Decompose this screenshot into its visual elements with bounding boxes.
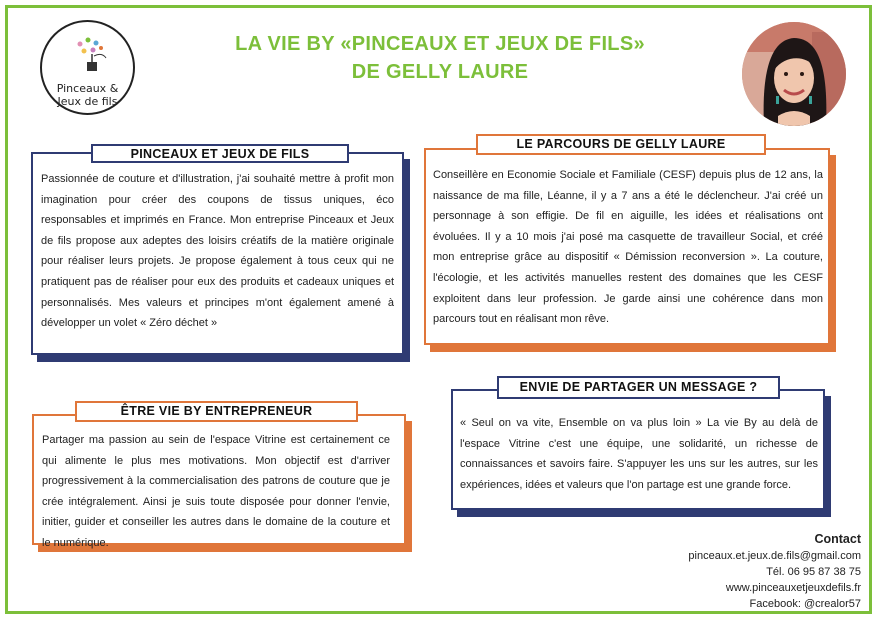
section-parcours-text: Conseillère en Economie Sociale et Familiale (CESF) depuis plus de 12 ans, la naissance de ma fille, Léanne, il y a 7 ans a été le déclencheur. J'ai créé un personnage à son effigie. De fil en aiguille, les idées et réalisations ont évoluées. Il y a 10 mois j'ai posé ma casquette de travailleur Social, et créé mon entreprise grâce au dispositif « Démission reconversion ». La couture, l'écologie, et les activités manuelles restent des domaines que les CESF exploitent dans leur profession. Je garde ainsi une cohérence dans mon parcours tout en réalisant mon rêve. <box>433 169 823 326</box>
logo-spool-icon <box>72 34 112 74</box>
section-pinceaux-label: PINCEAUX ET JEUX DE FILS <box>91 144 349 163</box>
title-line-2: DE GELLY LAURE <box>351 61 529 83</box>
section-message <box>451 389 825 510</box>
contact-website[interactable]: www.pinceauxetjeuxdefils.fr <box>725 582 861 594</box>
contact-facebook[interactable]: Facebook: @crealor57 <box>749 598 861 610</box>
contact-phone: Tél. 06 95 87 38 75 <box>766 566 861 578</box>
section-message-label: ENVIE DE PARTAGER UN MESSAGE ? <box>497 376 780 399</box>
section-pinceaux-text: Passionnée de couture et d'illustration, j'ai souhaité mettre à profit mon imagination pour créer des coupons de tissus uniques, éco responsables et imprimés en France. Mon entreprise Pinceaux et Jeux de fils propose aux adeptes des loisirs créatifs de la matière originale pour réaliser leurs projets. Je propose également à tous ceux qui ne pratiquent pas de réaliser pour eux des produits et cadeaux uniques et personnalisés. Mes valeurs et principes m'ont également amené à développer un volet « Zéro déchet » <box>41 173 394 330</box>
contact-email[interactable]: pinceaux.et.jeux.de.fils@gmail.com <box>688 550 861 562</box>
avatar <box>742 22 846 126</box>
section-entrepreneur-text: Partager ma passion au sein de l'espace Vitrine est certainement ce qui alimente le plus mes motivations. Mon objectif est d'arriver progressivement à la commercialisation des patrons de couture que je crée intégralement. Ainsi je suis toute disposée pour donner l'envie, initier, guider et conseiller les autres dans le domaine de la couture et le numérique. <box>42 434 390 549</box>
page-title <box>200 30 680 86</box>
contact-block <box>688 530 861 612</box>
section-parcours-label: LE PARCOURS DE GELLY LAURE <box>476 134 766 155</box>
portrait-image <box>742 22 846 126</box>
title-line-1: LA VIE BY «PINCEAUX ET JEUX DE FILS» <box>235 33 645 55</box>
section-parcours <box>424 148 830 345</box>
section-entrepreneur-label: ÊTRE VIE BY ENTREPRENEUR <box>75 401 358 422</box>
section-message-text: « Seul on va vite, Ensemble on va plus loin » La vie By au delà de l'espace Vitrine c'est une équipe, une solidarité, un richesse de connaissances et savoirs faire. S'appuyer les uns sur les autres, sur les expériences, idées et valeurs que l'on partage est une grande force. <box>460 417 818 491</box>
logo-text: Pinceaux & Jeux de fils <box>56 82 119 108</box>
logo <box>40 20 135 115</box>
section-pinceaux <box>31 152 404 355</box>
contact-title: Contact <box>814 532 861 546</box>
section-entrepreneur <box>32 414 406 549</box>
